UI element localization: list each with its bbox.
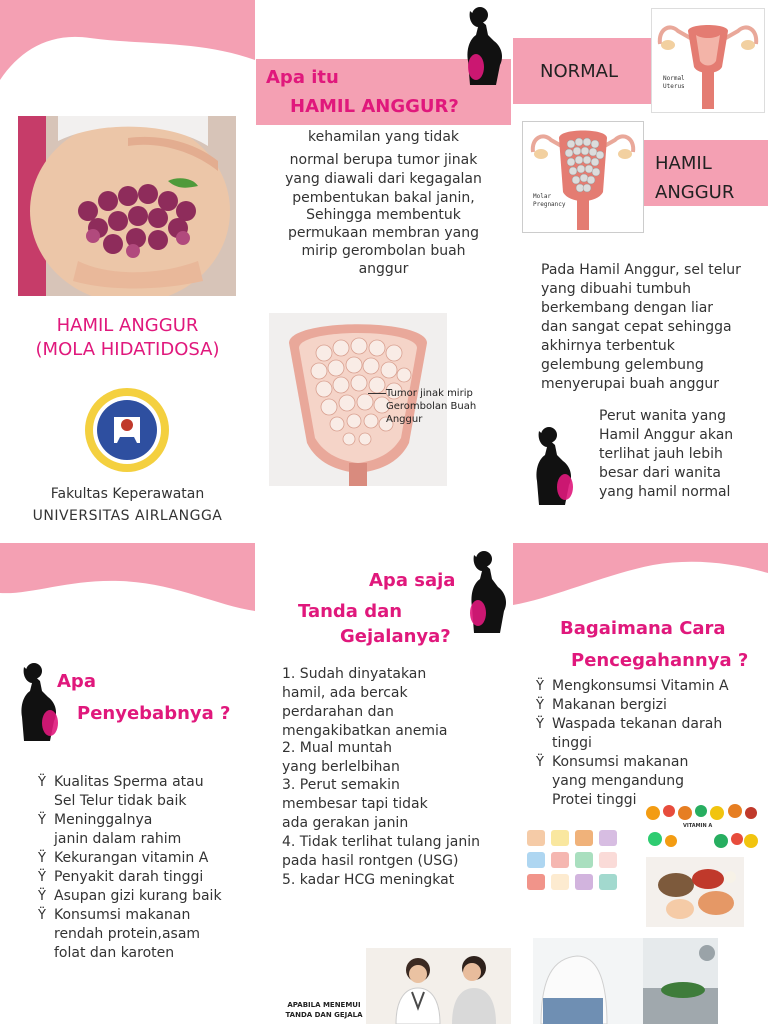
prevention-heading-line1: Bagaimana Cara <box>560 618 726 639</box>
list-item: Ÿ Mengkonsumsi Vitamin A <box>536 678 729 694</box>
pregnant-woman-silhouette <box>10 661 60 741</box>
definition-line-3: pembentukan bakal janin, <box>292 190 475 206</box>
signs-heading-line3: Gejalanya? <box>340 626 451 647</box>
list-item: Ÿ Meninggalnya janin dalam rahim <box>38 812 182 847</box>
list-item: 2. Mual muntah <box>282 740 393 756</box>
pregnant-woman-silhouette <box>456 5 508 85</box>
vitamin-a-foods-image <box>643 801 763 856</box>
causes-list <box>38 773 222 963</box>
pregnant-belly-grapes-photo <box>18 116 236 296</box>
vitamin-a-label: VITAMIN A <box>683 823 713 829</box>
definition-heading-line2: HAMIL ANGGUR? <box>290 96 459 117</box>
prevention-heading-line2: Pencegahannya ? <box>571 650 749 671</box>
faculty-name: Fakultas Keperawatan <box>50 486 205 502</box>
list-item: 1. Sudah dinyatakan <box>282 666 427 682</box>
pregnant-woman-silhouette <box>525 425 575 505</box>
university-name: UNIVERSITAS AIRLANGGA <box>32 508 223 524</box>
normal-uterus-image <box>651 8 765 113</box>
signs-list: 1. Sudah dinyatakan hamil, ada bercak perdarahan dan mengakibatkan anemia 2. Mual muntah yang berlelbihan 3. Perut semakin membesar tapi tidak ada gerakan janin 4. Tidak terlihat tulang janin pada hasil rontgen (USG) 5. kadar HCG meningkat <box>282 666 481 888</box>
belly-comparison-text: Perut wanita yang Hamil Anggur akan terlihat jauh lebih besar dari wanita yang hamil normal <box>599 408 734 500</box>
cover-title: HAMIL ANGGUR (MOLA HIDATIDOSA) <box>35 315 220 360</box>
molar-pregnancy-caption: Molar Pregnancy <box>533 193 566 208</box>
university-logo <box>84 387 170 473</box>
signs-heading-line2: Tanda dan <box>298 601 403 622</box>
definition-line-0: kehamilan yang tidak <box>307 129 460 145</box>
pregnant-woman-silhouette <box>456 549 508 633</box>
definition-line-2: yang diawali dari kegagalan <box>285 171 482 187</box>
causes-heading-line2: Penyebabnya ? <box>77 703 231 724</box>
list-item: Ÿ Asupan gizi kurang baik <box>38 888 222 904</box>
kitchen-woman-photo <box>533 938 718 1024</box>
definition-line-5: permukaan membran yang <box>288 225 479 241</box>
pink-wave-decoration <box>513 543 768 613</box>
pink-wave-decoration <box>0 543 255 623</box>
list-item: Ÿ Konsumsi makanan rendah protein,asam folat dan karoten <box>38 907 201 961</box>
normal-uterus-caption: Normal Uterus <box>663 75 685 90</box>
protein-foods-image <box>646 857 744 927</box>
definition-heading-line1: Apa itu <box>266 67 339 88</box>
list-item: 5. kadar HCG meningkat <box>282 872 455 888</box>
list-item: Ÿ Konsumsi makanan yang mengandung Protei tinggi <box>536 754 689 808</box>
causes-heading-line1: Apa <box>57 671 96 692</box>
molar-pregnancy-image <box>522 121 644 233</box>
caption-pointer-line <box>368 393 386 394</box>
definition-line-1: normal berupa tumor jinak <box>289 152 478 168</box>
list-item: Ÿ Penyakit darah tinggi <box>38 869 204 885</box>
list-item: 4. Tidak terlihat tulang janin <box>282 834 481 850</box>
hamil-anggur-label: HAMIL ANGGUR <box>655 153 735 203</box>
comparison-description: Pada Hamil Anggur, sel telur yang dibuahi tumbuh berkembang dengan liar dan sangat cepat sehingga akhirnya terbentuk gelembung gelembung menyerupai buah anggur <box>541 262 741 392</box>
prevention-list <box>536 677 729 810</box>
list-item: 3. Perut semakin <box>282 777 400 793</box>
panel-signs <box>256 543 511 1024</box>
panel-cover <box>0 0 255 541</box>
list-item: Ÿ Kualitas Sperma atau Sel Telur tidak baik <box>38 774 204 809</box>
signs-footer: APABILA MENEMUI TANDA DAN GEJALA <box>285 1001 363 1019</box>
signs-heading-line1: Apa saja <box>369 570 456 591</box>
definition-line-4: Sehingga membentuk <box>306 207 461 223</box>
pink-wave-decoration <box>0 0 255 90</box>
list-item: Ÿ Kekurangan vitamin A <box>38 850 209 866</box>
diagram-caption: Tumor jinak mirip Gerombolan Buah Anggur <box>386 388 477 425</box>
food-icons-grid <box>525 828 631 894</box>
definition-line-7: anggur <box>358 261 409 277</box>
panel-comparison <box>513 0 768 541</box>
panel-prevention <box>513 543 768 1024</box>
definition-line-6: mirip gerombolan buah <box>301 243 466 259</box>
panel-causes <box>0 543 255 1024</box>
panel-definition <box>256 0 511 541</box>
normal-label: NORMAL <box>540 61 619 82</box>
list-item: Ÿ Makanan bergizi <box>536 697 667 713</box>
list-item: Ÿ Waspada tekanan darah tinggi <box>536 716 723 751</box>
